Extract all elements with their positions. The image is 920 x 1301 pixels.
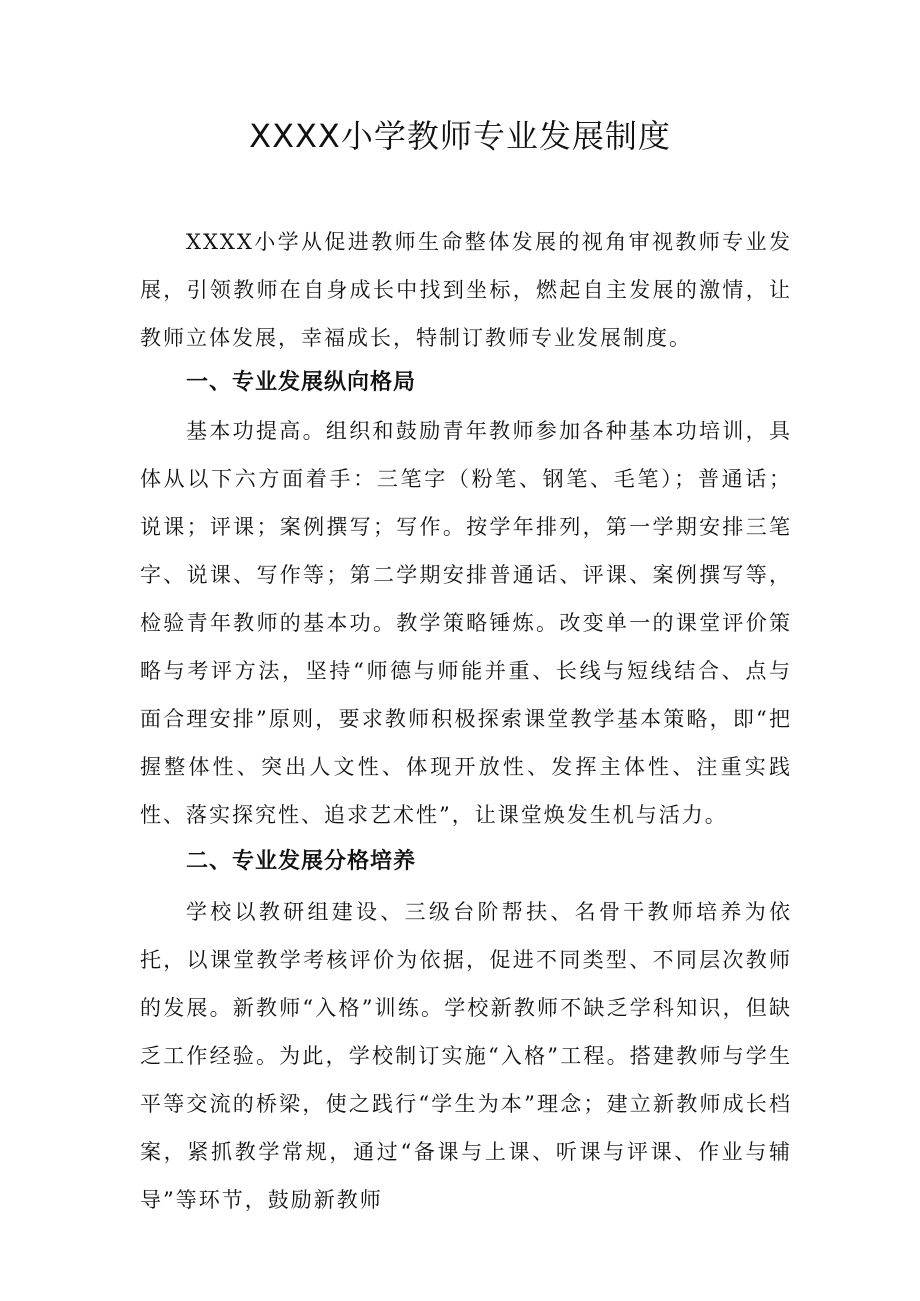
intro-paragraph: XXXX小学从促进教师生命整体发展的视角审视教师专业发展，引领教师在自身成长中找到坐标，燃起自主发展的激情，让教师立体发展，幸福成长，特制订教师专业发展制度。 [140,230,792,350]
section-body-tiered-training: 学校以教研组建设、三级台阶帮扶、名骨干教师培养为依托，以课堂教学考核评价为依据，促进不同类型、不同层次教师的发展。新教师“入格”训练。学校新教师不缺乏学科知识，但缺乏工作经验。为此，学校制订实施“入格”工程。搭建教师与学生平等交流的桥梁，使之践行“学生为本”理念；建立新教师成长档案，紧抓教学常规，通过“备课与上课、听课与评课、作业与辅导”等环节，鼓励新教师 [140,900,792,1212]
section-body-vertical-pattern: 基本功提高。组织和鼓励青年教师参加各种基本功培训，具体从以下六方面着手：三笔字（粉笔、钢笔、毛笔）；普通话；说课；评课；案例撰写；写作。按学年排列，第一学期安排三笔字、说课、写作等；第二学期安排普通话、评课、案例撰写等，检验青年教师的基本功。教学策略锤炼。改变单一的课堂评价策略与考评方法，坚持“师德与师能并重、长线与短线结合、点与面合理安排”原则，要求教师积极探索课堂教学基本策略，即“把握整体性、突出人文性、体现开放性、发挥主体性、注重实践性、落实探究性、追求艺术性”，让课堂焕发生机与活力。 [140,419,792,827]
section-heading-tiered-training: 二、专业发展分格培养 [186,849,417,874]
section-heading-vertical-pattern: 一、专业发展纵向格局 [186,370,417,395]
document-title: XXXX小学教师专业发展制度 [249,117,671,155]
